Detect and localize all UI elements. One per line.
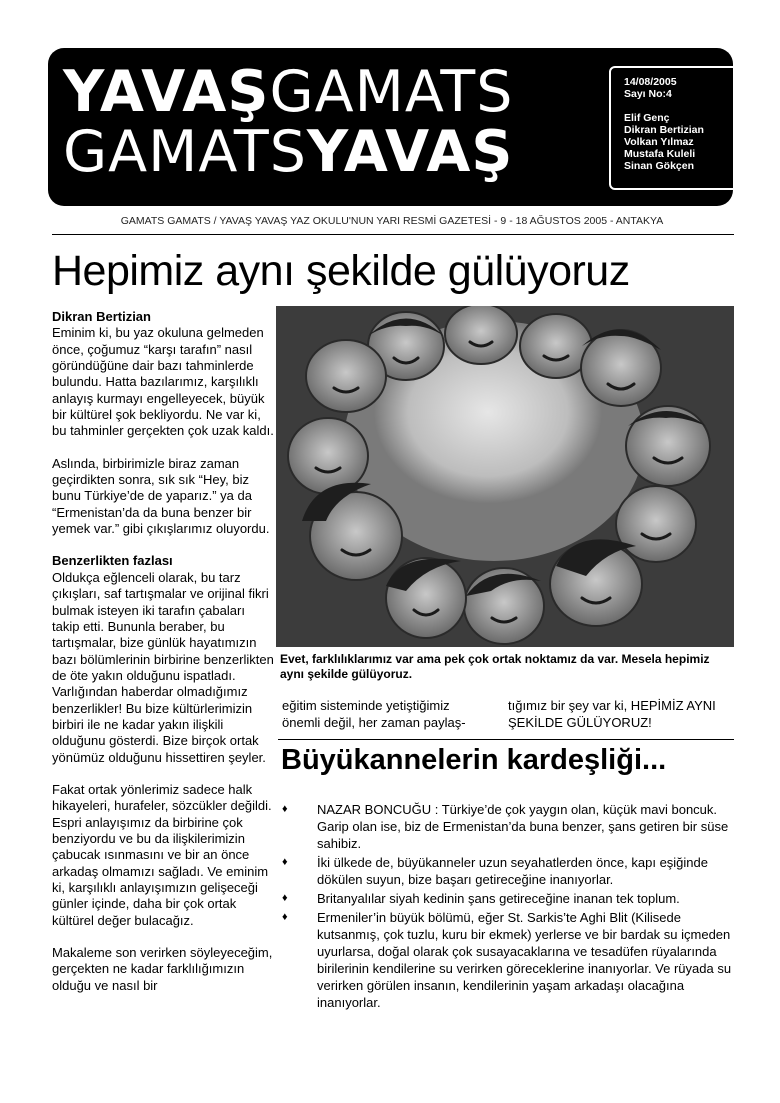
list-item: ♦ Britanyalılar siyah kedinin şans getireceğine inanan tek toplum. [282, 891, 680, 906]
issue-date: 14/08/2005 [624, 76, 677, 88]
logo-line-1: YAVAŞGAMATS [63, 59, 514, 125]
diamond-bullet-icon: ♦ [282, 856, 288, 868]
superstition-list [282, 801, 734, 1013]
article-paragraph: Aslında, birbirimizle biraz zaman geçirdikten sonra, sık sık “Hey, biz bunu Türkiye’de de yaparız.” ya da “Ermenistan’da da buna benzer bir yemek var.” gibi çıkışlarımız oluyordu. [52, 455, 270, 537]
article-column [52, 309, 274, 1010]
photo-caption: Evet, farklılıklarımız var ama pek çok ortak noktamız da var. Mesela hepimiz aynı şekilde gülüyoruz. [280, 652, 710, 681]
author-name: Elif Genç [624, 112, 670, 124]
diamond-bullet-icon: ♦ [282, 911, 288, 923]
article-author: Dikran Bertizian [52, 309, 151, 324]
article-paragraph: Makaleme son verirken söyleyeceğim, gerçekten ne kadar farklılığımızın olduğu ve nasıl bir [52, 945, 273, 993]
author-name: Volkan Yılmaz [624, 136, 694, 148]
diamond-bullet-icon: ♦ [282, 803, 288, 815]
issue-info-box [609, 66, 742, 190]
author-name: Mustafa Kuleli [624, 148, 696, 160]
masthead [48, 48, 733, 206]
article-subhead: Benzerlikten fazlası [52, 553, 173, 569]
section-title: Büyükannelerin kardeşliği... [281, 744, 667, 776]
group-photo [276, 306, 734, 647]
article-paragraph: Fakat ortak yönlerimiz sadece halk hikayeleri, hurafeler, sözcükler değildi. Espri anlayışımız da birbirine çok benziyordu ve bu da ilişkilerimizin çabucak ısınmasını ve bir an önce arkadaş olmamızı sağladı. Ve eminim ki, karşılıklı anlayışımızın gelişeceği günler içinde, daha bir çok ortak kültürel değer bulacağız. [52, 781, 272, 928]
article-continuation: tığımız bir şey var ki, HEPİMİZ AYNI ŞEKİLDE GÜLÜYORUZ! [508, 698, 716, 730]
page-headline: Hepimiz aynı şekilde gülüyoruz [52, 247, 630, 295]
author-name: Sinan Gökçen [624, 160, 695, 172]
divider [52, 234, 734, 235]
article-paragraph: Oldukça eğlenceli olarak, bu tarz çıkışları, saf tartışmalar ve orijinal fikri bulmak isteyen iki tarafın çabaları takip etti. Bununla beraber, bu tartışmalar, bize günlük hayatımızın bazı bölümlerinin birbirine benzerlikten de öte yakın olduğunu ispatladı. Varlığından haberdar olmadığımız benzerlikler! Bu bize kültürlerimizin birbiri ile ne kadar yakın ilişkili olduğunu gösterdi. Bize birçok ortak yönümüz olduğunu hissettiren şeyler. [52, 569, 274, 765]
article-paragraph: Eminim ki, bu yaz okuluna gelmeden önce, çoğumuz “karşı tarafın” nasıl göründüğüne dair bazı tahminlerde bulundu. Hatta bazılarımız, karşılıklı anlayış kurmayı engelleyecek, büyük bir kültürel şok bekliyordu. Ne var ki, bu tahminler gerçekten çok uzak kaldı. [52, 325, 274, 439]
issue-number: Sayı No:4 [624, 88, 672, 100]
list-item: ♦ İki ülkede de, büyükanneler uzun seyahatlerden önce, kapı eşiğinde dökülen suyun, bize başarı getireceğine inanıyorlar. [282, 855, 708, 887]
newspaper-subtitle: GAMATS GAMATS / YAVAŞ YAVAŞ YAZ OKULU'NUN YARI RESMİ GAZETESİ - 9 - 18 AĞUSTOS 2005 - ANTAKYA [120, 215, 664, 227]
newspaper-logo [63, 59, 583, 185]
group-photo-illustration [276, 306, 734, 647]
diamond-bullet-icon: ♦ [282, 892, 288, 904]
list-item: ♦ NAZAR BONCUĞU : Türkiye’de çok yaygın olan, küçük mavi boncuk. Garip olan ise, biz de Ermenistan’da buna benzer, şans getiren bir süse sahibiz. [282, 802, 729, 851]
author-name: Dikran Bertizian [624, 124, 704, 136]
article-continuation: eğitim sisteminde yetiştiğimiz önemli değil, her zaman paylaş- [282, 698, 466, 730]
list-item: ♦ Ermeniler’in büyük bölümü, eğer St. Sarkis’te Aghi Blit (Kilisede kutsanmış, çok tuzlu, kuru bir ekmek) yerlerse ve bir bardak su içmeden uyurlarsa, doğal olarak çok susayacaklarına ve tesadüfen rüyalarında birilerinin kendilerine su verirken göreceklerine inanıyorlar. Ve rüyada su verirken görülen insanın, kendilerinin yaşam arkadaşı olacağına inanıyorlar. [282, 910, 732, 1010]
logo-line-2: GAMATSYAVAŞ [63, 119, 514, 185]
